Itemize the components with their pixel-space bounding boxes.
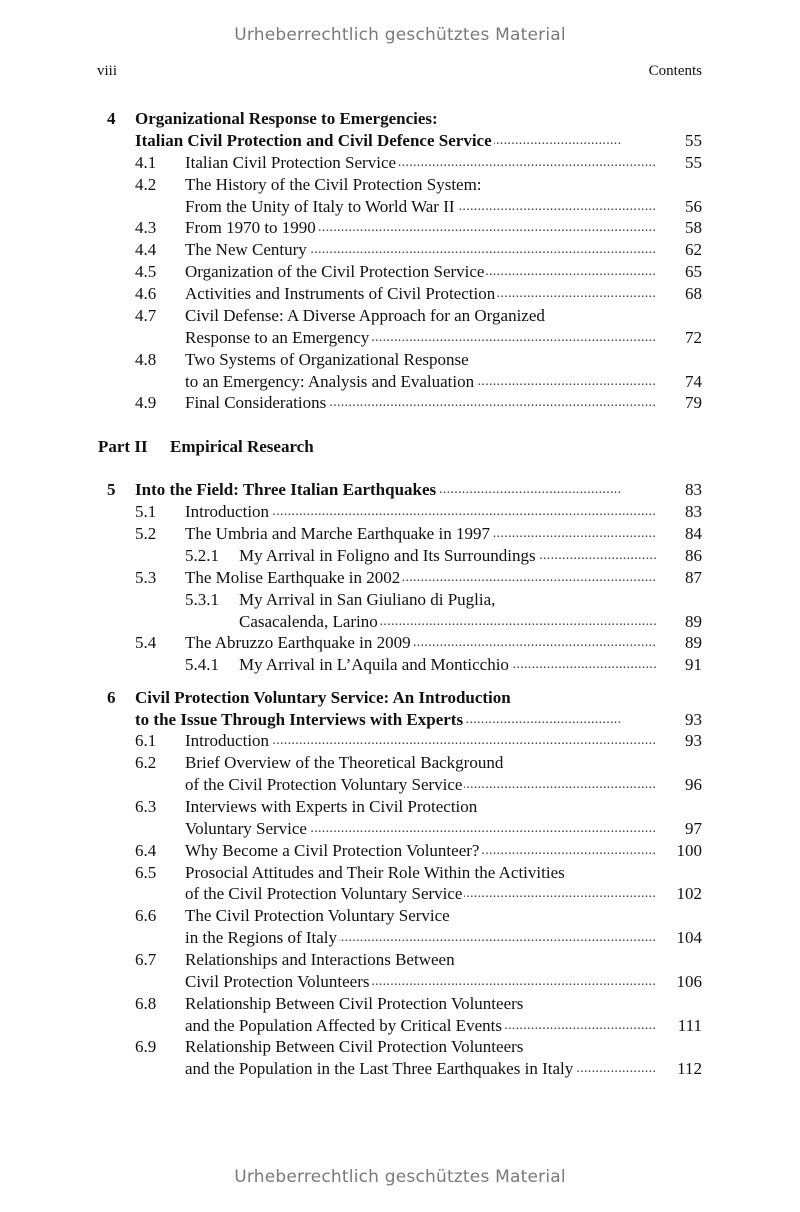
running-head [97, 63, 702, 83]
section-title: The Umbria and Marche Earthquake in 1997 . . . [185, 523, 657, 545]
section-title-line1: Prosocial Attitudes and Their Role Within the Activities [185, 863, 565, 882]
toc-entry-5-4[interactable] [0, 632, 800, 654]
page-number: 55 [685, 153, 702, 172]
toc-entry-6-3[interactable] [0, 818, 800, 840]
section-number: 4.4 [135, 240, 157, 259]
toc-entry-6-1[interactable] [0, 730, 800, 752]
page-number: 83 [685, 502, 702, 521]
section-title: Final Considerations . . . [185, 392, 657, 414]
subsection-title: My Arrival in Foligno and Its Surroundings . . . [239, 545, 657, 567]
toc-chapter-6[interactable] [0, 709, 800, 731]
subsection-title: Casacalenda, Larino . . . [239, 611, 657, 633]
toc-part-2[interactable] [0, 436, 800, 458]
chapter-title: Into the Field: Three Italian Earthquakes . . . [135, 479, 657, 501]
section-number: 5.3 [135, 568, 157, 587]
running-head-title: Contents [648, 63, 702, 79]
section-number: 6.1 [135, 731, 157, 750]
page-number: 100 [676, 841, 702, 860]
page-number: 104 [676, 928, 702, 947]
page-number: 68 [685, 284, 702, 303]
section-title: From 1970 to 1990 . . . [185, 217, 657, 239]
section-title-line1: Relationship Between Civil Protection Volunteers [185, 1037, 524, 1056]
section-title-line1: Civil Defense: A Diverse Approach for an Organized [185, 306, 545, 325]
section-title: From the Unity of Italy to World War II . . . [185, 196, 657, 218]
section-number: 4.3 [135, 218, 157, 237]
section-title: Italian Civil Protection Service . . . [185, 152, 657, 174]
toc-entry-6-6-line1[interactable] [0, 905, 800, 927]
toc-entry-4-8-line1[interactable] [0, 349, 800, 371]
page-folio: viii [97, 63, 118, 79]
page-number: 106 [676, 972, 702, 991]
toc-entry-6-8-line1[interactable] [0, 993, 800, 1015]
subsection-number: 5.4.1 [185, 655, 219, 674]
toc-entry-6-2[interactable] [0, 774, 800, 796]
page-number: 93 [685, 710, 702, 729]
page-number: 65 [685, 262, 702, 281]
section-number: 6.2 [135, 753, 157, 772]
copyright-watermark-top: Urheberrechtlich geschütztes Material [234, 25, 566, 45]
section-number: 4.7 [135, 306, 157, 325]
section-number: 6.9 [135, 1037, 157, 1056]
toc-chapter-6-heading[interactable] [0, 687, 800, 709]
subsection-number: 5.2.1 [185, 546, 219, 565]
page-number: 97 [685, 819, 702, 838]
toc-entry-6-7-line1[interactable] [0, 949, 800, 971]
section-number: 6.6 [135, 906, 157, 925]
section-title: and the Population Affected by Critical Events . . . [185, 1015, 657, 1037]
page-number: 74 [685, 372, 702, 391]
section-number: 6.4 [135, 841, 157, 860]
toc-entry-4-5[interactable] [0, 261, 800, 283]
toc-entry-5-2-1[interactable] [0, 545, 800, 567]
toc-entry-5-4-1[interactable] [0, 654, 800, 676]
page-number: 72 [685, 328, 702, 347]
part-title: Empirical Research [170, 437, 314, 456]
toc-chapter-4-heading[interactable] [0, 108, 800, 130]
page-number: 79 [685, 393, 702, 412]
section-title-line1: The Civil Protection Voluntary Service [185, 906, 450, 925]
section-title: Why Become a Civil Protection Volunteer? . . . [185, 840, 657, 862]
section-number: 5.1 [135, 502, 157, 521]
chapter-title-line2: Italian Civil Protection and Civil Defence Service . . . [135, 130, 657, 152]
toc-entry-5-3-1-line1[interactable] [0, 589, 800, 611]
section-title-line1: The History of the Civil Protection System: [185, 175, 482, 194]
page-number: 83 [685, 480, 702, 499]
page-number: 91 [685, 655, 702, 674]
toc-entry-6-6[interactable] [0, 927, 800, 949]
part-label: Part II [98, 437, 148, 456]
toc-entry-6-9-line1[interactable] [0, 1036, 800, 1058]
section-title: Activities and Instruments of Civil Protection . . . [185, 283, 657, 305]
page-number: 62 [685, 240, 702, 259]
toc-entry-5-3-1[interactable] [0, 611, 800, 633]
chapter-number: 4 [107, 109, 116, 128]
section-title: in the Regions of Italy . . . [185, 927, 657, 949]
chapter-title-line1: Organizational Response to Emergencies: [135, 109, 438, 128]
subsection-title: My Arrival in L’Aquila and Monticchio . . . [239, 654, 657, 676]
page-number: 55 [685, 131, 702, 150]
section-title: Introduction . . . [185, 501, 657, 523]
toc-entry-4-2-line1[interactable] [0, 174, 800, 196]
section-number: 5.4 [135, 633, 157, 652]
page-number: 96 [685, 775, 702, 794]
section-title: to an Emergency: Analysis and Evaluation . . . [185, 371, 657, 393]
toc-entry-4-6[interactable] [0, 283, 800, 305]
page-number: 89 [685, 633, 702, 652]
section-title-line1: Interviews with Experts in Civil Protection [185, 797, 478, 816]
page-number: 58 [685, 218, 702, 237]
section-title: and the Population in the Last Three Earthquakes in Italy . . . [185, 1058, 657, 1080]
page-number: 89 [685, 612, 702, 631]
section-title-line1: Relationship Between Civil Protection Volunteers [185, 994, 524, 1013]
toc-chapter-5[interactable] [0, 479, 800, 501]
toc-entry-6-8[interactable] [0, 1015, 800, 1037]
chapter-title-line2: to the Issue Through Interviews with Experts . . . [135, 709, 657, 731]
section-number: 4.9 [135, 393, 157, 412]
toc-entry-6-2-line1[interactable] [0, 752, 800, 774]
section-number: 6.8 [135, 994, 157, 1013]
toc-entry-4-3[interactable] [0, 217, 800, 239]
toc-chapter-4[interactable] [0, 130, 800, 152]
section-number: 4.5 [135, 262, 157, 281]
section-title: The Molise Earthquake in 2002 . . . [185, 567, 657, 589]
section-number: 4.2 [135, 175, 157, 194]
page-number: 84 [685, 524, 702, 543]
section-number: 6.7 [135, 950, 157, 969]
toc-entry-6-3-line1[interactable] [0, 796, 800, 818]
toc-entry-5-3[interactable] [0, 567, 800, 589]
subsection-number: 5.3.1 [185, 590, 219, 609]
toc-entry-5-2[interactable] [0, 523, 800, 545]
toc-entry-6-7[interactable] [0, 971, 800, 993]
section-title: Response to an Emergency . . . [185, 327, 657, 349]
section-title: of the Civil Protection Voluntary Service . . . [185, 774, 657, 796]
toc-entry-6-4[interactable] [0, 840, 800, 862]
toc-entry-6-5[interactable] [0, 883, 800, 905]
toc-entry-6-9[interactable] [0, 1058, 800, 1080]
section-title-line1: Relationships and Interactions Between [185, 950, 455, 969]
toc-entry-4-4[interactable] [0, 239, 800, 261]
page-number: 112 [677, 1059, 702, 1078]
toc-entry-4-2[interactable] [0, 196, 800, 218]
page-number: 86 [685, 546, 702, 565]
section-title: The New Century . . . [185, 239, 657, 261]
section-title-line1: Two Systems of Organizational Response [185, 350, 469, 369]
toc-entry-4-7-line1[interactable] [0, 305, 800, 327]
section-title-line1: Brief Overview of the Theoretical Background [185, 753, 504, 772]
section-title: Introduction . . . [185, 730, 657, 752]
copyright-watermark-bottom: Urheberrechtlich geschütztes Material [234, 1167, 566, 1187]
page-number: 56 [685, 197, 702, 216]
page-number: 102 [676, 884, 702, 903]
chapter-number: 5 [107, 480, 116, 499]
section-number: 4.6 [135, 284, 157, 303]
section-number: 6.3 [135, 797, 157, 816]
section-number: 6.5 [135, 863, 157, 882]
subsection-title-line1: My Arrival in San Giuliano di Puglia, [239, 590, 496, 609]
chapter-title-line1: Civil Protection Voluntary Service: An Introduction [135, 688, 511, 707]
section-number: 4.1 [135, 153, 157, 172]
toc-entry-4-9[interactable] [0, 392, 800, 414]
page-number: 111 [677, 1016, 702, 1035]
section-title: of the Civil Protection Voluntary Service . . . [185, 883, 657, 905]
toc-entry-4-1[interactable] [0, 152, 800, 174]
page-number: 87 [685, 568, 702, 587]
section-title: Civil Protection Volunteers . . . [185, 971, 657, 993]
toc-entry-4-7[interactable] [0, 327, 800, 349]
chapter-number: 6 [107, 688, 116, 707]
page-number: 93 [685, 731, 702, 750]
section-title: The Abruzzo Earthquake in 2009 . . . [185, 632, 657, 654]
toc-entry-5-1[interactable] [0, 501, 800, 523]
section-title: Voluntary Service . . . [185, 818, 657, 840]
section-number: 5.2 [135, 524, 157, 543]
toc-entry-4-8[interactable] [0, 371, 800, 393]
section-title: Organization of the Civil Protection Service . . . [185, 261, 657, 283]
toc-entry-6-5-line1[interactable] [0, 862, 800, 884]
section-number: 4.8 [135, 350, 157, 369]
